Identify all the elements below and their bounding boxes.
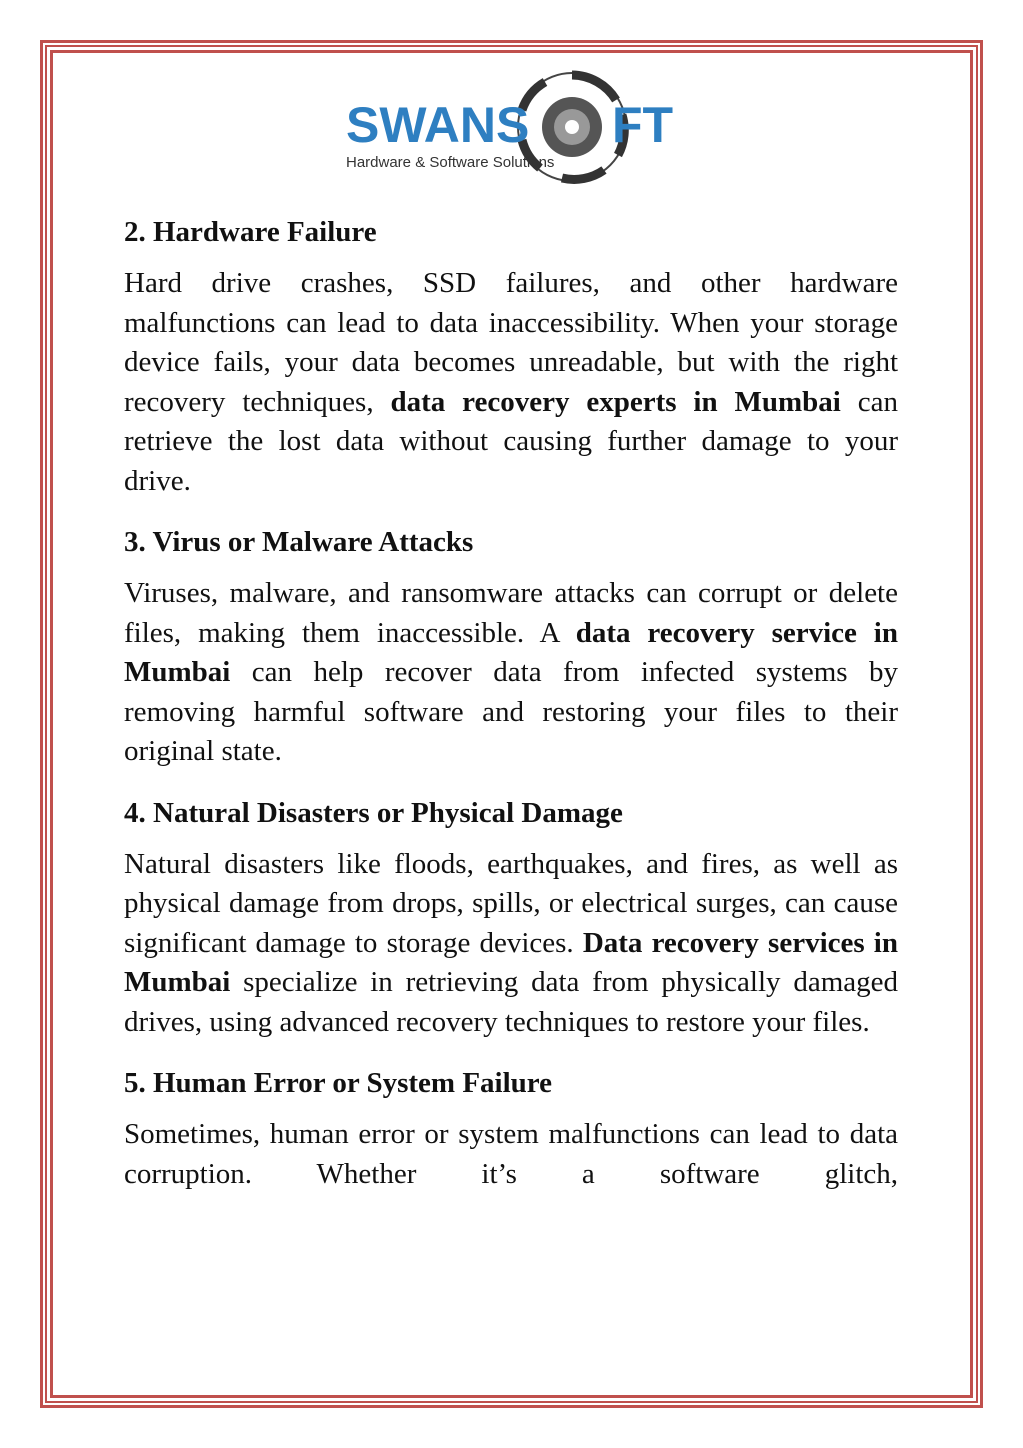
section-heading: 5. Human Error or System Failure	[124, 1067, 553, 1099]
section-hardware-failure	[124, 212, 898, 501]
paragraph-text: Viruses, malware, and ransomware attacks can corrupt or delete files, making them inaccessible. A	[124, 577, 898, 649]
keyword-link-text: Data recovery services in Mumbai	[124, 926, 898, 998]
section-paragraph	[124, 574, 898, 772]
section-paragraph	[124, 845, 898, 1043]
section-virus-malware	[124, 522, 898, 772]
paragraph-text: can help recover data from infected systems by removing harmful software and restoring your files to their original state.	[124, 656, 898, 767]
paragraph-text: Natural disasters like floods, earthquakes, and fires, as well as physical damage from drops, spills, or electrical surges, can cause significant damage to storage devices.	[124, 847, 898, 959]
paragraph-text: Hard drive crashes, SSD failures, and other hardware malfunctions can lead to data inaccessibility. When your storage device fails, your data becomes unreadable, but with the right recovery techniques,	[124, 267, 898, 418]
section-natural-disasters	[124, 793, 898, 1043]
keyword-link-text: data recovery service in Mumbai	[124, 616, 898, 688]
logo-brand-left: SWANS	[346, 97, 530, 153]
document-body	[124, 212, 898, 1215]
keyword-link-text: data recovery experts in Mumbai	[390, 385, 841, 418]
section-heading: 4. Natural Disasters or Physical Damage	[124, 796, 623, 829]
swansoft-logo	[340, 70, 685, 185]
logo-tagline: Hardware & Software Solutions	[346, 154, 555, 171]
logo-brand-right: FT	[612, 97, 674, 153]
section-paragraph	[124, 1115, 898, 1194]
paragraph-text: Sometimes, human error or system malfunctions can lead to data corruption. Whether it’s a software glitch,	[124, 1118, 898, 1190]
section-heading: 3. Virus or Malware Attacks	[124, 526, 474, 558]
paragraph-text: specialize in retrieving data from physically damaged drives, using advanced recovery techniques to restore your files.	[124, 966, 898, 1038]
paragraph-text: can retrieve the lost data without causing further damage to your drive.	[124, 385, 898, 497]
section-paragraph	[124, 264, 898, 501]
section-human-error	[124, 1063, 898, 1194]
section-heading: 2. Hardware Failure	[124, 216, 377, 248]
